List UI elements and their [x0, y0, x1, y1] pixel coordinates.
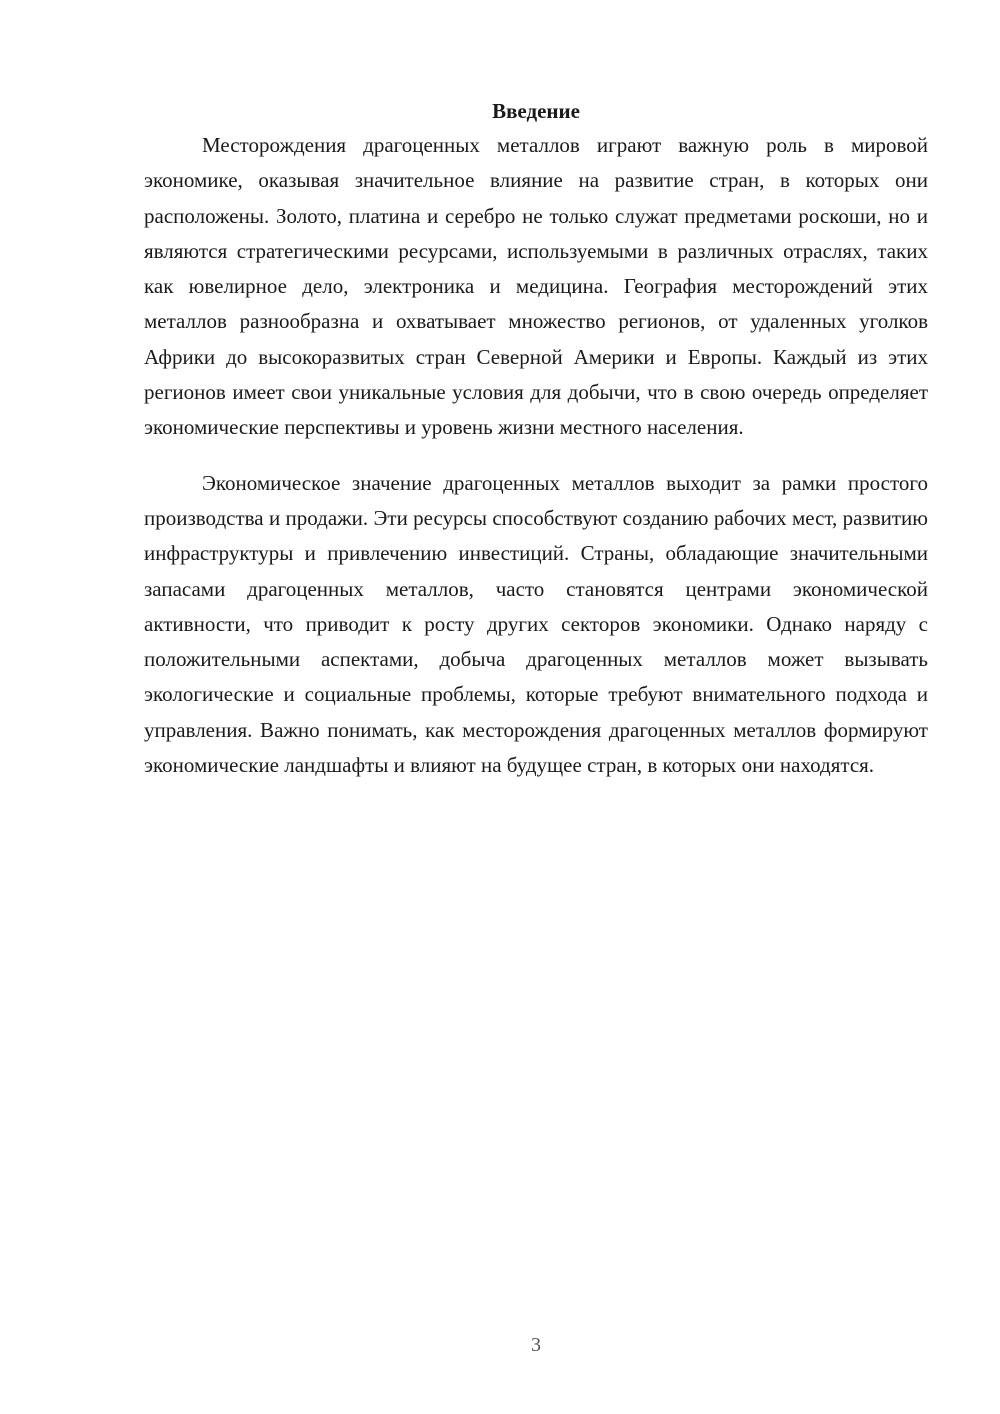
paragraph-2: Экономическое значение драгоценных металлов выходит за рамки простого производства и продажи. Эти ресурсы способствуют созданию рабочих мест, развитию инфраструктуры и привлечению инвестиций. Страны, обладающие значительными запасами драгоценных металлов, часто становятся центрами экономической активности, что приводит к росту других секторов экономики. Однако наряду с положительными аспектами, добыча драгоценных металлов может вызывать экологические и социальные проблемы, которые требуют внимательного подхода и управления. Важно понимать, как месторождения драгоценных металлов формируют экономические ландшафты и влияют на будущее стран, в которых они находятся. — [144, 470, 928, 778]
document-body — [144, 94, 928, 783]
paragraph-1: Месторождения драгоценных металлов играют важную роль в мировой экономике, оказывая значительное влияние на развитие стран, в которых они расположены. Золото, платина и серебро не только служат предметами роскоши, но и являются стратегическими ресурсами, используемыми в различных отраслях, таких как ювелирное дело, электроника и медицина. География месторождений этих металлов разнообразна и охватывает множество регионов, от удаленных уголков Африки до высокоразвитых стран Северной Америки и Европы. Каждый из этих регионов имеет свои уникальные условия для добычи, что в свою очередь определяет экономические перспективы и уровень жизни местного населения. — [144, 133, 928, 440]
page-number: 3 — [531, 1334, 541, 1356]
section-title: Введение — [492, 99, 580, 123]
